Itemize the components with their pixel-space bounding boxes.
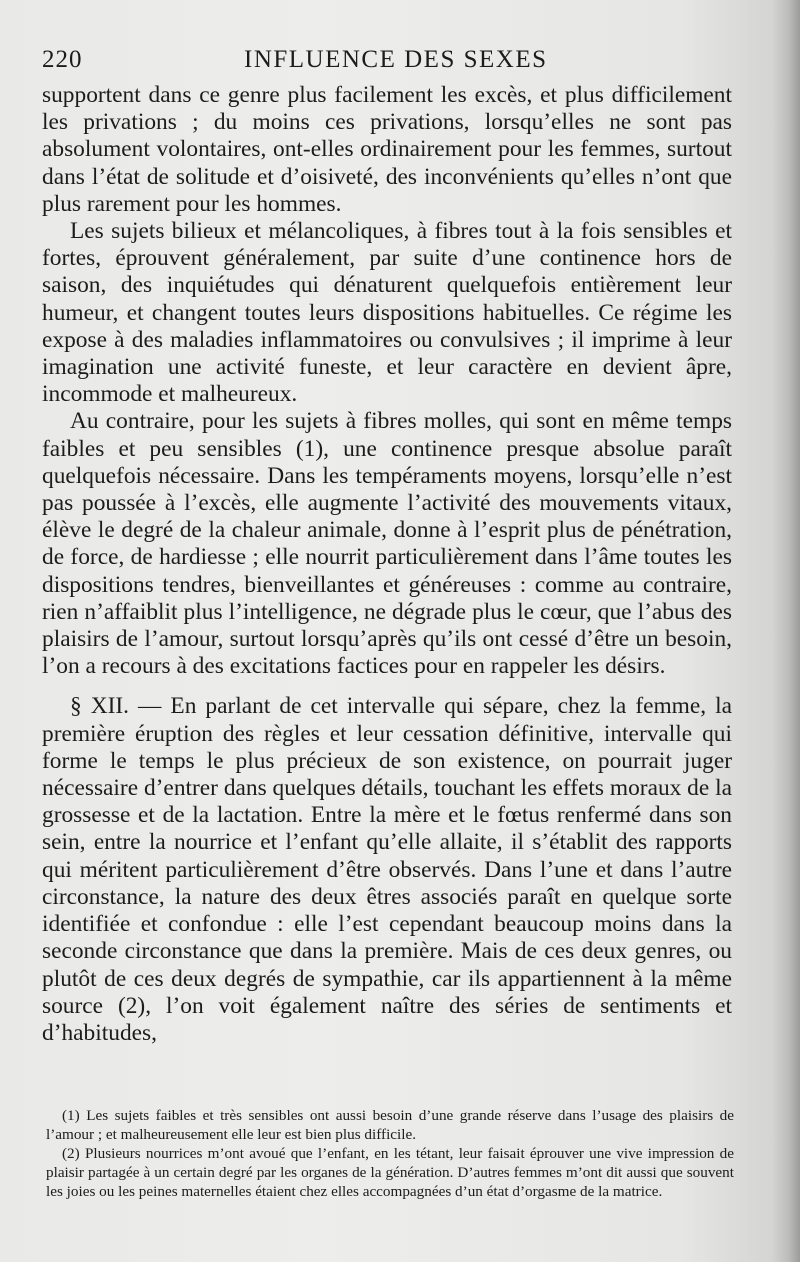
section-paragraph: § XII. — En parlant de cet intervalle qui sépare, chez la femme, la première éruption des règles et leur cessation définitive, intervalle qui forme le temps le plus précieux de son existence, on pourrait juger nécessaire d’entrer dans quelques détails, touchant les effets moraux de la grossesse et de la lactation. Entre la mère et le fœtus renfermé dans son sein, entre la nourrice et l’enfant qu’elle allaite, il s’établit des rapports qui méritent particulièrement d’être observés. Dans l’une et dans l’autre circonstance, la nature des deux êtres associés paraît en quelque sorte identifiée et confondue : elle l’est cependant beaucoup moins dans la seconde circonstance que dans la première. Mais de ces deux genres, ou plutôt de ces deux degrés de sympathie, car ils appartiennent à la même source (2), l’on voit également naître des séries de sentiments et d’habitudes,	[42, 693, 732, 1046]
running-head: INFLUENCE DES SEXES	[244, 46, 548, 73]
footnote: (1) Les sujets faibles et très sensibles ont aussi besoin d’une grande réserve dans l’usage des plaisirs de l’amour ; et malheureusement elle leur est bien plus difficile.	[46, 1107, 734, 1143]
paragraph: Les sujets bilieux et mélancoliques, à fibres tout à la fois sensibles et fortes, éprouvent généralement, par suite d’une continence hors de saison, des inquiétudes qui dénaturent quelquefois entièrement leur humeur, et changent toutes leurs dispositions habituelles. Ce régime les expose à des maladies inflammatoires ou convulsives ; il imprime à leur imagination une activité funeste, et leur caractère en devient âpre, incommode et malheureux.	[42, 218, 732, 408]
paragraph: Au contraire, pour les sujets à fibres molles, qui sont en même temps faibles et peu sensibles (1), une continence presque absolue paraît quelquefois nécessaire. Dans les tempéraments moyens, lorsqu’elle n’est pas poussée à l’excès, elle augmente l’activité des mouvements vitaux, élève le degré de la chaleur animale, donne à l’esprit plus de pénétration, de force, de hardiesse ; elle nourrit particulièrement dans l’âme toutes les dispositions tendres, bienveillantes et généreuses : comme au contraire, rien n’affaiblit plus l’intelligence, ne dégrade plus le cœur, que l’abus des plaisirs de l’amour, surtout lorsqu’après qu’ils ont cessé d’être un besoin, l’on a recours à des excitations factices pour en rappeler les désirs.	[42, 408, 732, 680]
paragraph: supportent dans ce genre plus facilement les excès, et plus difficilement les privations ; du moins ces privations, lorsqu’elles ne sont pas absolument volontaires, ont-elles ordinairement pour les femmes, surtout dans l’état de solitude et d’oisiveté, des inconvénients qu’elles n’ont que plus rarement pour les hommes.	[42, 82, 732, 217]
footnotes	[46, 1106, 734, 1201]
footnote: (2) Plusieurs nourrices m’ont avoué que l’enfant, en les tétant, leur faisait éprouver une vive impression de plaisir partagée à un certain degré par les organes de la génération. D’autres femmes m’ont dit aussi que souvent les joies ou les peines maternelles étaient chez elles accompagnées d’un état d’orgasme de la matrice.	[46, 1145, 734, 1200]
page-header	[42, 46, 742, 80]
page-gutter-shadow	[772, 0, 800, 1262]
main-text	[42, 82, 732, 1047]
page-number: 220	[42, 46, 83, 73]
